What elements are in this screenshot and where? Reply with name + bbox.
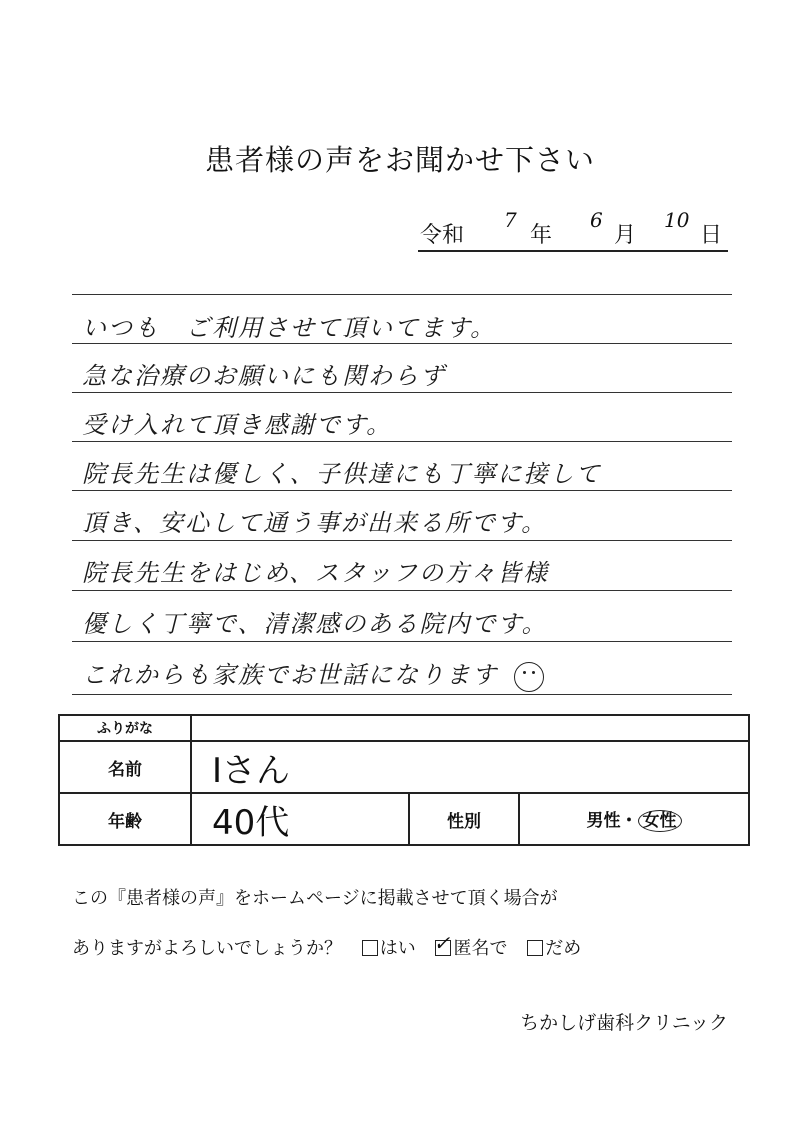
date-year-label: 年	[530, 223, 553, 248]
option-yes-label: はい	[379, 938, 416, 959]
age-label: 年齢	[59, 793, 191, 845]
message-line: 受け入れて頂き感謝です。	[82, 411, 393, 439]
smiley-face-icon	[514, 662, 544, 692]
ruled-line	[72, 590, 732, 591]
date-year: 7	[504, 208, 517, 232]
option-anonymous[interactable]	[433, 931, 508, 960]
option-no[interactable]	[527, 934, 581, 960]
name-field[interactable]: Iさん	[191, 741, 749, 793]
ruled-line	[72, 641, 732, 642]
checkbox-anonymous[interactable]	[433, 931, 451, 956]
patient-info-table	[58, 714, 750, 846]
ruled-line	[72, 343, 732, 344]
gender-male[interactable]: 男性	[586, 811, 621, 831]
message-line: 急な治療のお願いにも関わらず	[82, 362, 446, 390]
date-month: 6	[590, 208, 603, 232]
message-line: 院長先生をはじめ、スタッフの方々皆様	[82, 559, 550, 587]
name-label: 名前	[59, 741, 191, 793]
checkbox-yes[interactable]	[362, 940, 378, 956]
date-day-label: 日	[700, 223, 723, 248]
option-no-label: だめ	[545, 938, 582, 959]
ruled-line	[72, 294, 732, 295]
consent-question-line2: ありますがよろしいでしょうか？	[72, 938, 342, 959]
message-line: 院長先生は優しく、子供達にも丁寧に接して	[82, 460, 602, 488]
furigana-label: ふりがな	[59, 715, 191, 741]
furigana-field[interactable]	[191, 715, 749, 741]
date-day: 10	[664, 208, 690, 232]
message-line: いつも ご利用させて頂いてます。	[82, 314, 497, 342]
gender-label: 性別	[409, 793, 519, 845]
ruled-line	[72, 441, 732, 442]
gender-female[interactable]: 女性	[638, 810, 682, 832]
ruled-line	[72, 392, 732, 393]
ruled-line	[72, 490, 732, 491]
message-line-text: これからも家族でお世話になります	[82, 661, 498, 689]
gender-separator: ・	[620, 811, 638, 831]
gender-field[interactable]	[519, 793, 749, 845]
age-field[interactable]: 40代	[191, 793, 409, 845]
date-month-label: 月	[614, 223, 637, 248]
ruled-line	[72, 694, 732, 695]
clinic-name: ちかしげ歯科クリニック	[520, 1012, 728, 1034]
consent-question-line1: この『患者様の声』をホームページに掲載させて頂く場合が	[72, 888, 558, 909]
checkbox-no[interactable]	[527, 940, 543, 956]
message-line: 頂き、安心して通う事が出来る所です。	[82, 509, 548, 537]
message-line: 優しく丁寧で、清潔感のある院内です。	[82, 610, 548, 638]
message-line	[82, 655, 732, 692]
date-era: 令和	[420, 223, 465, 248]
consent-question-row	[72, 931, 582, 960]
page-title: 患者様の声をお聞かせ下さい	[204, 143, 595, 177]
option-anonymous-label: 匿名で	[453, 938, 508, 959]
option-yes[interactable]	[362, 934, 416, 960]
ruled-line	[72, 540, 732, 541]
date-field	[418, 208, 728, 252]
check-mark-icon: ✓	[433, 931, 451, 955]
